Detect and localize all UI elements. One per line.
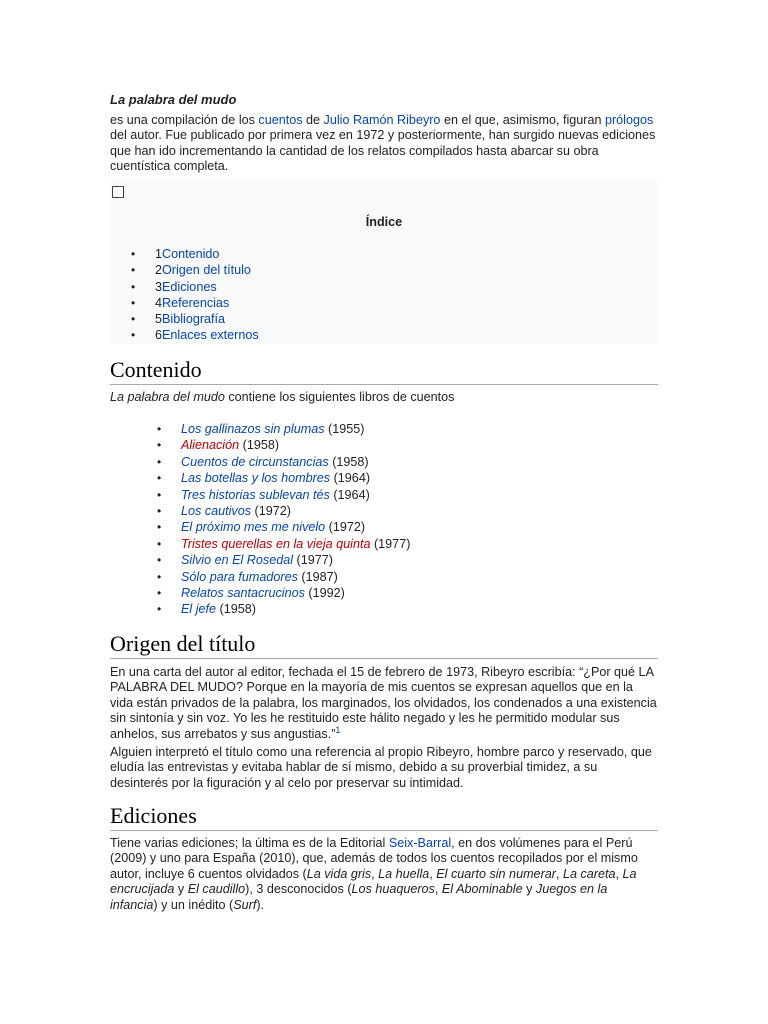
book-link-missing[interactable]: Alienación <box>181 438 240 453</box>
book-year: (1955) <box>324 422 365 436</box>
book-link[interactable]: El jefe <box>181 602 217 617</box>
intro-text-3: en el que, asimismo, figuran <box>440 113 605 127</box>
book-item <box>110 454 410 470</box>
contenido-lead-text: contiene los siguientes libros de cuentos <box>224 390 455 404</box>
toc-item[interactable] <box>110 279 259 295</box>
book-year: (1972) <box>251 503 291 518</box>
toc-link[interactable]: Ediciones <box>162 279 217 294</box>
heading-contenido: Contenido <box>110 357 658 385</box>
toc-number: 6 <box>155 328 163 343</box>
article-title: La palabra del mudo <box>110 92 237 107</box>
book-link-missing[interactable]: Tristes querellas en la vieja quinta <box>181 536 371 551</box>
toc-title: Índice <box>365 215 403 229</box>
toc-number: 5 <box>155 312 163 327</box>
ed-text: ) y un inédito ( <box>153 897 234 912</box>
heading-ediciones: Ediciones <box>110 803 658 831</box>
book-year: (1977) <box>370 536 411 551</box>
story-title: El Abominable <box>441 882 523 897</box>
story-title: Los huaqueros <box>351 882 435 897</box>
book-link[interactable]: Los gallinazos sin plumas <box>181 422 325 436</box>
story-title: Surf <box>233 897 257 912</box>
book-year: (1992) <box>304 585 345 600</box>
book-list <box>110 421 410 618</box>
origen-paragraph-2: Alguien interpretó el título como una referencia al propio Ribeyro, hombre parco y reservado, que eludía las entrevistas y evitaba hablar de sí mismo, debido a su proverbial timidez, a su desinterés por la figuración y al celo por preservar su intimidad. <box>110 745 652 790</box>
toc-link[interactable]: Referencias <box>162 295 230 310</box>
book-year: (1987) <box>297 569 338 584</box>
story-title: La huella <box>378 866 430 881</box>
toc-item[interactable] <box>110 311 259 327</box>
toc-item[interactable] <box>110 295 259 311</box>
ed-sep: , <box>371 866 379 881</box>
contenido-lead <box>110 390 658 405</box>
ed-sep: , <box>434 882 442 897</box>
book-item <box>110 585 410 601</box>
intro-text-1: es una compilación de los <box>110 113 259 127</box>
origen-text-1: En una carta del autor al editor, fechada el 15 de febrero de 1973, Ribeyro escribía: “¿Por qué LA PALABRA DEL MUDO? Porque en la mayoría de mis cuentos se expresan aquellos que en la vida están privados de la palabra, los marginados, los olvidados, los condenados a una existencia sin sintonía y sin voz. Yo les he restituido este hálito negado y les he permitido modular sus anhelos, sus arrebatos y sus angustias.” <box>110 665 657 741</box>
story-title: Juegos en la infancia <box>110 882 608 912</box>
book-item <box>110 552 410 568</box>
book-item <box>110 487 410 503</box>
book-year: (1964) <box>329 487 370 502</box>
book-link[interactable]: Relatos santacrucinos <box>181 585 305 600</box>
toc-link[interactable]: Contenido <box>162 247 220 261</box>
origen-paragraph-1 <box>110 665 658 742</box>
toc-item[interactable] <box>110 246 259 262</box>
toc-number: 4 <box>155 295 163 310</box>
link-julio-ramon-ribeyro[interactable]: Julio Ramón Ribeyro <box>323 113 441 127</box>
book-item <box>110 519 410 535</box>
book-link[interactable]: Sólo para fumadores <box>181 569 298 584</box>
ediciones-paragraph <box>110 836 658 913</box>
story-title: La encrucijada <box>110 866 637 897</box>
story-title: El cuarto sin numerar <box>436 866 556 881</box>
reference-1[interactable]: 1 <box>335 724 341 735</box>
contenido-lead-title: La palabra del mudo <box>110 390 225 404</box>
toc-item[interactable] <box>110 327 259 343</box>
toc-list <box>110 246 259 344</box>
ed-sep: y <box>522 882 536 897</box>
table-of-contents <box>110 181 658 344</box>
story-title: El caudillo <box>187 882 246 897</box>
intro-paragraph <box>110 113 658 175</box>
ed-text: ). <box>256 897 265 912</box>
intro-text-2: de <box>302 113 324 127</box>
book-link[interactable]: Silvio en El Rosedal <box>181 553 294 568</box>
ed-sep: , <box>555 866 563 881</box>
link-seix-barral[interactable]: Seix-Barral <box>388 836 452 850</box>
book-year: (1958) <box>239 438 280 453</box>
ed-text: , en dos volúmenes para el Perú (2009) y uno para España (2010), que, además de todos los cuentos recopilados por el mismo autor, incluye 6 cuentos olvidados ( <box>110 836 638 881</box>
toc-link[interactable]: Enlaces externos <box>162 328 259 343</box>
book-link[interactable]: Cuentos de circunstancias <box>181 454 329 469</box>
story-title: La careta <box>562 866 616 881</box>
book-year: (1958) <box>328 454 369 469</box>
book-link[interactable]: Los cautivos <box>181 503 252 518</box>
book-link[interactable]: El próximo mes me nivelo <box>181 520 326 535</box>
book-item <box>110 569 410 585</box>
toc-number: 2 <box>155 263 163 278</box>
toc-link[interactable]: Origen del título <box>162 263 251 278</box>
toc-number: 1 <box>155 247 163 261</box>
book-item <box>110 437 410 453</box>
book-item <box>110 470 410 486</box>
toc-number: 3 <box>155 279 163 294</box>
ed-sep: , <box>429 866 437 881</box>
toc-link[interactable]: Bibliografía <box>162 312 226 327</box>
book-item <box>110 601 410 617</box>
toc-toggle-checkbox[interactable] <box>112 186 124 198</box>
book-year: (1964) <box>330 471 371 486</box>
link-cuentos[interactable]: cuentos <box>258 113 303 127</box>
book-year: (1972) <box>325 520 366 535</box>
book-link[interactable]: Tres historias sublevan tés <box>181 487 330 502</box>
story-title: La vida gris <box>306 866 372 881</box>
book-year: (1977) <box>293 553 333 568</box>
intro-text-4: del autor. Fue publicado por primera vez en 1972 y posteriormente, han surgido nuevas ediciones que han ido incrementando la cantidad de los relatos compilados hasta abarcar su obra cuentística completa. <box>110 128 656 174</box>
ed-sep: , <box>615 866 623 881</box>
heading-origen: Origen del título <box>110 631 658 659</box>
book-item <box>110 536 410 552</box>
ed-text: ), 3 desconocidos ( <box>245 882 352 897</box>
ed-text: Tiene varias ediciones; la última es de la Editorial <box>110 836 389 850</box>
toc-item[interactable] <box>110 262 259 278</box>
book-item <box>110 503 410 519</box>
book-year: (1958) <box>216 602 256 617</box>
link-prologos[interactable]: prólogos <box>604 113 654 127</box>
book-link[interactable]: Las botellas y los hombres <box>181 471 331 486</box>
book-item <box>110 421 410 437</box>
ed-sep: y <box>174 882 188 897</box>
